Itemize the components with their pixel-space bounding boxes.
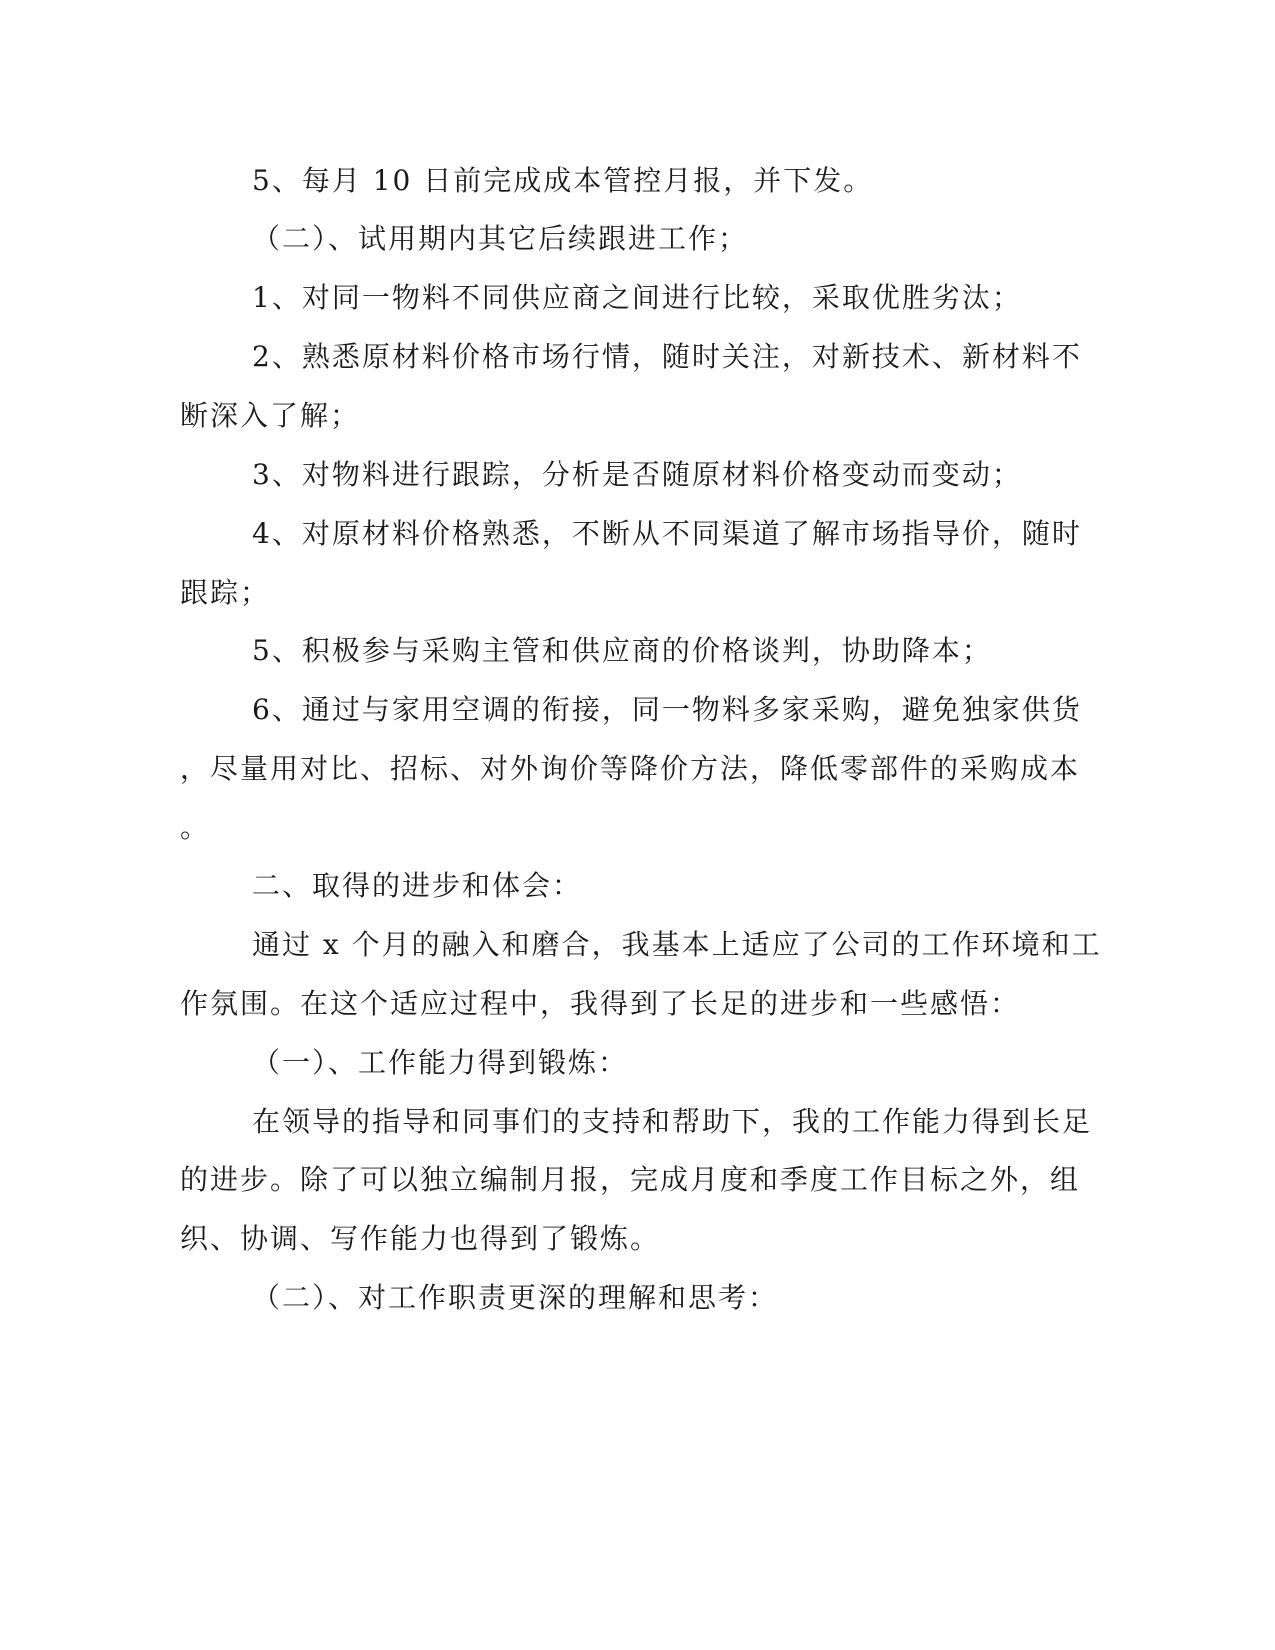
text-line: 6、通过与家用空调的衔接，同一物料多家采购，避免独家供货 bbox=[252, 693, 1082, 726]
text-line: 1、对同一物料不同供应商之间进行比较，采取优胜劣汰； bbox=[252, 281, 1022, 314]
text-line: 的进步。除了可以独立编制月报，完成月度和季度工作目标之外，组 bbox=[180, 1163, 1081, 1196]
text-line: 。 bbox=[180, 811, 211, 844]
text-line: ，尽量用对比、招标、对外询价等降价方法，降低零部件的采购成本 bbox=[180, 752, 1081, 785]
text-line: 通过 x 个月的融入和磨合，我基本上适应了公司的工作环境和工 bbox=[252, 928, 1102, 961]
subsection-heading: （一）、工作能力得到锻炼： bbox=[252, 1046, 629, 1079]
text-line: 作氛围。在这个适应过程中，我得到了长足的进步和一些感悟： bbox=[180, 987, 1021, 1020]
section-heading: 二、取得的进步和体会： bbox=[252, 869, 583, 902]
text-line: 5、积极参与采购主管和供应商的价格谈判，协助降本； bbox=[252, 634, 992, 667]
text-line: 在领导的指导和同事们的支持和帮助下，我的工作能力得到长足 bbox=[252, 1105, 1093, 1138]
text-line: （二）、试用期内其它后续跟进工作； bbox=[252, 222, 749, 255]
text-line: 断深入了解； bbox=[180, 399, 361, 432]
text-line: 2、熟悉原材料价格市场行情，随时关注，对新技术、新材料不 bbox=[252, 340, 1082, 373]
text-line: 5、每月 10 日前完成成本管控月报，并下发。 bbox=[252, 164, 874, 197]
subsection-heading: （二）、对工作职责更深的理解和思考： bbox=[252, 1281, 779, 1314]
text-line: 4、对原材料价格熟悉，不断从不同渠道了解市场指导价，随时 bbox=[252, 517, 1082, 550]
text-line: 3、对物料进行跟踪，分析是否随原材料价格变动而变动； bbox=[252, 458, 1022, 491]
text-line: 跟踪； bbox=[180, 576, 271, 609]
text-line: 织、协调、写作能力也得到了锻炼。 bbox=[180, 1222, 661, 1255]
